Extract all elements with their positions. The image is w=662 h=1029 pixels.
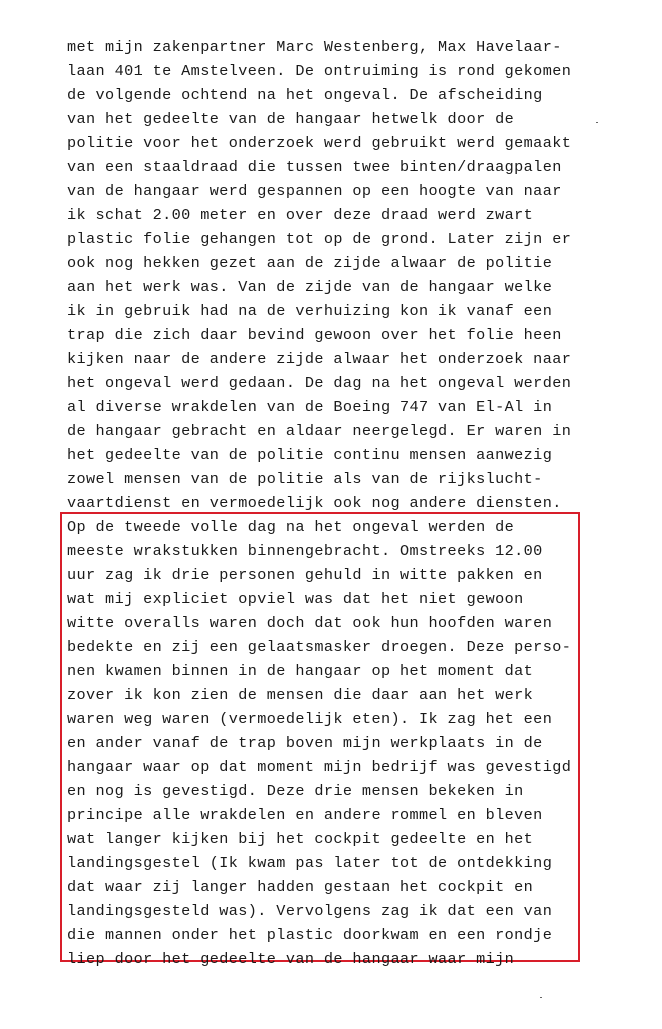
text-line: politie voor het onderzoek werd gebruikt werd gemaakt: [67, 134, 572, 152]
text-line: aan het werk was. Van de zijde van de hangaar welke: [67, 278, 553, 296]
text-line: al diverse wrakdelen van de Boeing 747 van El-Al in: [67, 398, 553, 416]
text-line: landingsgesteld was). Vervolgens zag ik dat een van: [67, 902, 553, 920]
text-line: laan 401 te Amstelveen. De ontruiming is rond gekomen: [67, 62, 572, 80]
text-line: liep door het gedeelte van de hangaar waar mijn: [67, 950, 515, 968]
text-line: en ander vanaf de trap boven mijn werkplaats in de: [67, 734, 543, 752]
text-line: Op de tweede volle dag na het ongeval werden de: [67, 518, 515, 536]
scan-speck: [596, 122, 598, 123]
text-line: ook nog hekken gezet aan de zijde alwaar de politie: [67, 254, 553, 272]
text-line: het gedeelte van de politie continu mensen aanwezig: [67, 446, 553, 464]
text-line: zover ik kon zien de mensen die daar aan het werk: [67, 686, 534, 704]
text-line: en nog is gevestigd. Deze drie mensen bekeken in: [67, 782, 524, 800]
text-line: de hangaar gebracht en aldaar neergelegd. Er waren in: [67, 422, 572, 440]
text-line: landingsgestel (Ik kwam pas later tot de ontdekking: [67, 854, 553, 872]
text-line: ik in gebruik had na de verhuizing kon ik vanaf een: [67, 302, 553, 320]
text-line: trap die zich daar bevind gewoon over het folie heen: [67, 326, 562, 344]
text-line: principe alle wrakdelen en andere rommel en bleven: [67, 806, 543, 824]
text-line: met mijn zakenpartner Marc Westenberg, Max Havelaar-: [67, 38, 562, 56]
text-line: kijken naar de andere zijde alwaar het onderzoek naar: [67, 350, 572, 368]
text-line: wat langer kijken bij het cockpit gedeelte en het: [67, 830, 534, 848]
text-line: witte overalls waren doch dat ook hun hoofden waren: [67, 614, 553, 632]
text-line: die mannen onder het plastic doorkwam en een rondje: [67, 926, 553, 944]
text-line: wat mij expliciet opviel was dat het niet gewoon: [67, 590, 524, 608]
text-line: plastic folie gehangen tot op de grond. Later zijn er: [67, 230, 572, 248]
scan-speck: [540, 997, 542, 998]
text-line: uur zag ik drie personen gehuld in witte pakken en: [67, 566, 543, 584]
text-line: ik schat 2.00 meter en over deze draad werd zwart: [67, 206, 534, 224]
text-line: het ongeval werd gedaan. De dag na het ongeval werden: [67, 374, 572, 392]
text-line: dat waar zij langer hadden gestaan het cockpit en: [67, 878, 534, 896]
text-line: van het gedeelte van de hangaar hetwelk door de: [67, 110, 515, 128]
text-line: de volgende ochtend na het ongeval. De afscheiding: [67, 86, 543, 104]
text-line: hangaar waar op dat moment mijn bedrijf was gevestigd: [67, 758, 572, 776]
text-line: nen kwamen binnen in de hangaar op het moment dat: [67, 662, 534, 680]
text-line: meeste wrakstukken binnengebracht. Omstreeks 12.00: [67, 542, 543, 560]
text-line: van een staaldraad die tussen twee binten/draagpalen: [67, 158, 562, 176]
text-line: bedekte en zij een gelaatsmasker droegen. Deze perso-: [67, 638, 572, 656]
text-line: vaartdienst en vermoedelijk ook nog andere diensten.: [67, 494, 562, 512]
text-line: van de hangaar werd gespannen op een hoogte van naar: [67, 182, 562, 200]
text-line: waren weg waren (vermoedelijk eten). Ik zag het een: [67, 710, 553, 728]
text-line: zowel mensen van de politie als van de rijkslucht-: [67, 470, 543, 488]
